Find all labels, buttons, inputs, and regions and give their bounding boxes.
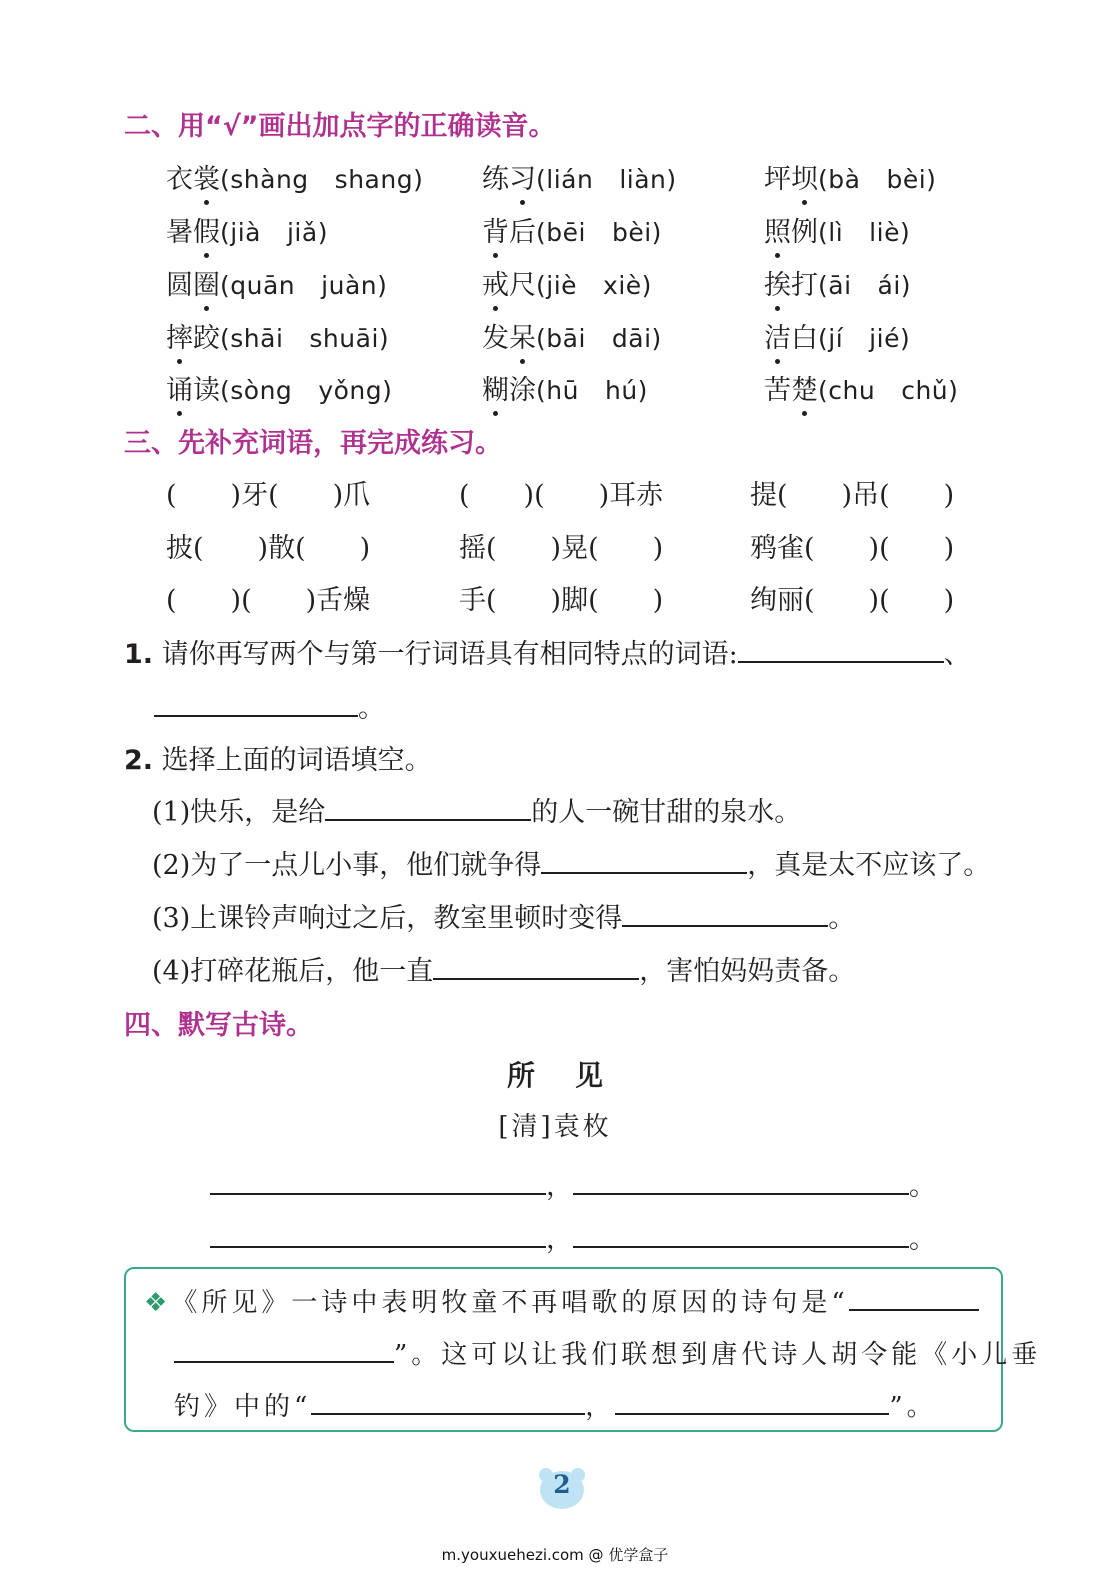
pinyin-item[interactable]: [482, 263, 652, 302]
comma: ，: [546, 1224, 573, 1255]
pinyin-option-1[interactable]: shāi: [230, 324, 284, 353]
dotted-char: 坝: [791, 157, 818, 196]
pinyin-item[interactable]: [764, 263, 911, 302]
pinyin-item[interactable]: [166, 368, 392, 407]
question-2-item-4: [152, 949, 855, 988]
pinyin-option-1[interactable]: bēi: [546, 218, 586, 247]
paren-close: ): [899, 218, 911, 247]
answer-blank[interactable]: [210, 1226, 546, 1248]
word-char: 练: [482, 164, 509, 195]
dotted-char: 假: [193, 210, 220, 249]
diamond-icon: ❖: [144, 1288, 172, 1318]
tip-text: ”。这可以让我们联想到唐代诗人胡令能《小儿垂: [394, 1340, 1042, 1370]
pinyin-item[interactable]: [482, 368, 648, 407]
answer-blank[interactable]: [615, 1393, 889, 1415]
pinyin-option-2[interactable]: liè: [869, 218, 900, 247]
word-char: 读: [193, 375, 220, 406]
fill-word-5[interactable]: 摇( )晃( ): [459, 533, 664, 564]
word-char: 发: [482, 323, 509, 354]
dotted-char: 楚: [791, 368, 818, 407]
section-2-heading: 二、用“√”画出加点字的正确读音。: [124, 111, 556, 142]
question-2-item-1: [152, 790, 801, 829]
question-1-continued: [154, 686, 385, 725]
poem-title: 所见: [506, 1059, 643, 1092]
pinyin-item[interactable]: [482, 210, 662, 249]
tip-line-1: [144, 1282, 979, 1319]
word-char: 圆: [166, 270, 193, 301]
question-2-number: 2.: [124, 745, 154, 776]
pinyin-item[interactable]: [482, 157, 677, 196]
pinyin-option-2[interactable]: liàn: [619, 165, 667, 194]
dotted-char: 呆: [509, 316, 536, 355]
word-char: 跤: [193, 323, 220, 354]
question-1-text: 请你再写两个与第一行词语具有相同特点的词语:: [161, 639, 738, 670]
dotted-char: 摔: [166, 316, 193, 355]
pinyin-option-1[interactable]: jià: [230, 218, 261, 247]
paren-open: (: [536, 271, 547, 300]
item-prefix: (2)为了一点儿小事，他们就争得: [152, 850, 542, 881]
question-2: [124, 738, 432, 777]
paren-close: ): [378, 324, 390, 353]
answer-blank[interactable]: [210, 1173, 546, 1195]
tip-line-2: [174, 1334, 1041, 1371]
paren-open: (: [818, 271, 829, 300]
paren-close: ): [651, 218, 662, 247]
dotted-char: 挨: [764, 263, 791, 302]
pinyin-option-2[interactable]: shang: [334, 165, 414, 194]
item-prefix: (3)上课铃声响过之后，教室里顿时变得: [152, 903, 623, 934]
pinyin-option-2[interactable]: jié: [869, 324, 900, 353]
pinyin-item[interactable]: [764, 157, 936, 196]
page-number: 2: [553, 1470, 571, 1499]
dotted-char: 诵: [166, 368, 193, 407]
tip-text: ”。: [889, 1392, 937, 1422]
poem-line-1: [210, 1164, 936, 1203]
pinyin-option-1[interactable]: hū: [546, 376, 579, 405]
section-3-heading: 三、先补充词语，再完成练习。: [124, 428, 502, 459]
question-1: [124, 632, 971, 671]
fill-word-2[interactable]: ( )( )耳赤: [459, 480, 664, 511]
paren-close: ): [382, 376, 393, 405]
dotted-char: 圈: [193, 263, 220, 302]
answer-blank[interactable]: [541, 852, 747, 874]
answer-blank[interactable]: [573, 1173, 909, 1195]
paren-close: ): [651, 324, 662, 353]
section-4-heading: 四、默写古诗。: [124, 1010, 313, 1041]
word-char: 尺: [509, 270, 536, 301]
dotted-char: 照: [764, 210, 791, 249]
word-char: 白: [791, 323, 818, 354]
comma: ，: [546, 1171, 573, 1202]
paren-open: (: [220, 218, 231, 247]
item-prefix: (1)快乐，是给: [152, 797, 326, 828]
fill-word-3[interactable]: 提( )吊( ): [750, 480, 955, 511]
pinyin-option-2[interactable]: juàn: [321, 271, 378, 300]
pinyin-item[interactable]: [764, 316, 910, 355]
item-suffix: 。: [828, 903, 856, 934]
paren-close: ): [900, 271, 912, 300]
pinyin-item[interactable]: [764, 210, 910, 249]
word-char: 暑: [166, 217, 193, 248]
pinyin-option-2[interactable]: bèi: [886, 165, 927, 194]
word-char: 涂: [509, 375, 536, 406]
paren-close: ): [926, 165, 937, 194]
answer-blank[interactable]: [154, 695, 358, 717]
paren-open: (: [818, 376, 829, 405]
period: 。: [358, 693, 385, 724]
pinyin-option-2[interactable]: xiè: [603, 271, 642, 300]
fill-word-9[interactable]: 绚丽( )( ): [750, 585, 955, 616]
pinyin-option-2[interactable]: bèi: [611, 218, 652, 247]
question-2-item-2: [152, 843, 990, 882]
pinyin-item[interactable]: [166, 263, 387, 302]
dotted-char: 背: [482, 210, 509, 249]
item-suffix: ，害怕妈妈责备。: [639, 956, 856, 987]
pinyin-item[interactable]: [482, 316, 662, 355]
period: 。: [909, 1224, 936, 1255]
pinyin-option-2[interactable]: yǒng: [318, 376, 383, 405]
paren-open: (: [220, 271, 231, 300]
paren-close: ): [899, 324, 911, 353]
footer-watermark: m.youxuehezi.com @ 优学盒子: [441, 1546, 669, 1564]
poem-line-2: [210, 1217, 936, 1256]
answer-blank[interactable]: [738, 641, 944, 663]
dotted-char: 裳: [193, 157, 220, 196]
pinyin-option-2[interactable]: jiǎ: [286, 218, 318, 247]
tip-text: 钓》中的“: [174, 1392, 312, 1422]
fill-word-4[interactable]: 披( )散( ): [166, 533, 371, 564]
pinyin-option-1[interactable]: chu: [828, 376, 876, 405]
dotted-char: 洁: [764, 316, 791, 355]
pinyin-option-2[interactable]: ái: [877, 271, 901, 300]
question-1-number: 1.: [124, 639, 154, 670]
question-2-item-3: [152, 896, 855, 935]
pinyin-option-1[interactable]: bà: [828, 165, 861, 194]
answer-blank[interactable]: [174, 1341, 394, 1363]
pinyin-option-1[interactable]: quān: [230, 271, 296, 300]
pinyin-option-2[interactable]: chǔ: [901, 376, 949, 405]
paren-open: (: [536, 324, 547, 353]
paren-open: (: [818, 218, 829, 247]
answer-blank[interactable]: [433, 958, 639, 980]
period: 。: [909, 1171, 936, 1202]
word-char: 坪: [764, 164, 791, 195]
answer-blank[interactable]: [325, 799, 531, 821]
item-prefix: (4)打碎花瓶后，他一直: [152, 956, 434, 987]
answer-blank[interactable]: [849, 1289, 979, 1311]
fill-word-6[interactable]: 鸦雀( )( ): [750, 533, 955, 564]
question-2-text: 选择上面的词语填空。: [161, 745, 432, 776]
answer-blank[interactable]: [622, 905, 828, 927]
tip-line-3: [174, 1386, 937, 1423]
dotted-char: 糊: [482, 368, 509, 407]
pinyin-option-1[interactable]: lián: [546, 165, 594, 194]
paren-open: (: [220, 165, 231, 194]
pinyin-option-2[interactable]: hú: [604, 376, 638, 405]
paren-open: (: [220, 324, 231, 353]
paren-open: (: [818, 165, 829, 194]
paren-close: ): [377, 271, 388, 300]
pinyin-item[interactable]: [764, 368, 958, 407]
word-char: 苦: [764, 375, 791, 406]
paren-open: (: [220, 376, 231, 405]
poem-author: [清]袁枚: [498, 1112, 612, 1142]
pinyin-option-1[interactable]: bāi: [546, 324, 586, 353]
paren-close: ): [413, 165, 424, 194]
answer-blank[interactable]: [573, 1226, 909, 1248]
paren-open: (: [536, 218, 547, 247]
word-char: 衣: [166, 164, 193, 195]
fill-word-8[interactable]: 手( )脚( ): [459, 585, 664, 616]
comma: ，: [585, 1392, 616, 1422]
pinyin-option-1[interactable]: sòng: [230, 376, 293, 405]
paren-close: ): [948, 376, 959, 405]
dotted-char: 习: [509, 157, 536, 196]
pinyin-option-2[interactable]: dāi: [611, 324, 652, 353]
paren-close: ): [317, 218, 328, 247]
paren-close: ): [641, 271, 652, 300]
separator: 、: [943, 639, 971, 670]
paren-open: (: [818, 324, 829, 353]
item-suffix: ，真是太不应该了。: [747, 850, 991, 881]
pinyin-item[interactable]: [166, 316, 389, 355]
pinyin-option-1[interactable]: jí: [828, 324, 844, 353]
word-char: 例: [791, 217, 818, 248]
fill-word-1[interactable]: ( )牙( )爪: [166, 480, 371, 511]
paren-open: (: [536, 376, 547, 405]
pinyin-option-1[interactable]: jiè: [546, 271, 578, 300]
pinyin-option-1[interactable]: shàng: [230, 165, 309, 194]
dotted-char: 戒: [482, 263, 509, 302]
fill-word-7[interactable]: ( )( )舌燥: [166, 585, 371, 616]
answer-blank[interactable]: [311, 1393, 585, 1415]
item-suffix: 的人一碗甘甜的泉水。: [531, 797, 802, 828]
pinyin-option-2[interactable]: shuāi: [309, 324, 379, 353]
paren-close: ): [637, 376, 648, 405]
paren-close: ): [666, 165, 677, 194]
paren-open: (: [536, 165, 547, 194]
pinyin-item[interactable]: [166, 157, 423, 196]
word-char: 后: [509, 217, 536, 248]
pinyin-option-1[interactable]: āi: [828, 271, 852, 300]
pinyin-item[interactable]: [166, 210, 328, 249]
tip-text: 《所见》一诗中表明牧童不再唱歌的原因的诗句是“: [171, 1288, 849, 1318]
word-char: 打: [791, 270, 818, 301]
pinyin-option-1[interactable]: lì: [828, 218, 844, 247]
